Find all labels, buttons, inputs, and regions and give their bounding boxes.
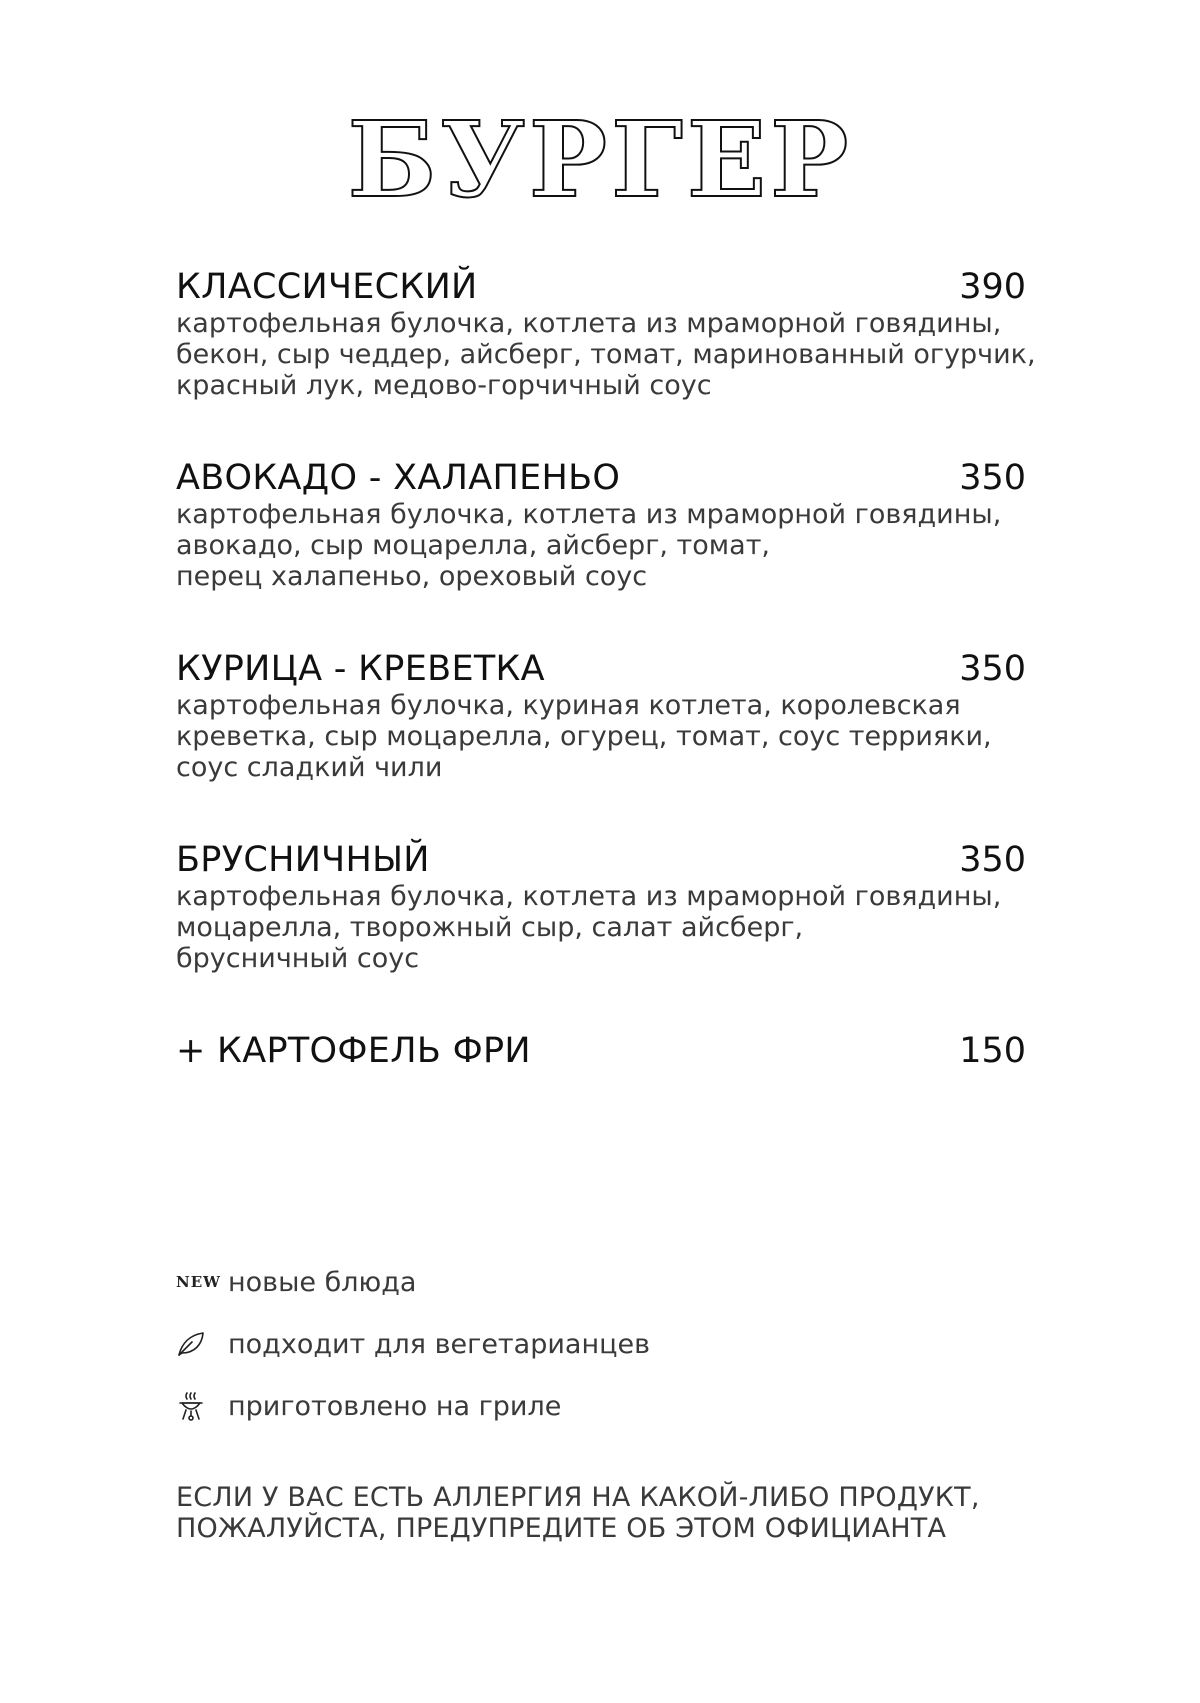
menu-item (176, 457, 1026, 592)
addon-item (176, 1030, 1026, 1072)
item-description (176, 690, 996, 783)
allergy-notice-line: ЕСЛИ У ВАС ЕСТЬ АЛЛЕРГИЯ НА КАКОЙ-ЛИБО ПРОДУКТ, (176, 1482, 980, 1513)
item-description-line: красный лук, медово-горчичный соус (176, 370, 712, 401)
item-description-line: брусничный соус (176, 943, 420, 974)
menu-list (176, 266, 1036, 1128)
item-description-line: картофельная булочка, котлета из мраморной говядины, (176, 308, 1002, 339)
allergy-notice (176, 1482, 1026, 1544)
addon-item-header (176, 1030, 1026, 1072)
item-name: АВОКАДО - ХАЛАПЕНЬО (176, 458, 621, 498)
item-name: КУРИЦА - КРЕВЕТКА (176, 649, 545, 689)
menu-item-header (176, 266, 1026, 308)
item-description-line: картофельная булочка, котлета из мраморной говядины, (176, 499, 1002, 530)
item-description (176, 308, 1036, 401)
addon-price: 150 (959, 1031, 1026, 1071)
legend (176, 1262, 876, 1448)
item-price: 350 (959, 649, 1026, 689)
legend-row-veg (176, 1324, 876, 1364)
page-title: БУРГЕР (347, 98, 853, 221)
item-price: 350 (959, 458, 1026, 498)
menu-item (176, 266, 1036, 401)
menu-item-header (176, 457, 1026, 499)
item-price: 350 (959, 840, 1026, 880)
menu-item-header (176, 648, 1026, 690)
legend-row-grill (176, 1386, 876, 1426)
menu-item (176, 648, 1026, 783)
item-description-line: креветка, сыр моцарелла, огурец, томат, соус террияки, (176, 721, 992, 752)
grill-icon (176, 1386, 226, 1426)
item-description (176, 499, 1002, 592)
legend-new-text: новые блюда (228, 1266, 417, 1298)
menu-item (176, 839, 1026, 974)
item-description-line: моцарелла, творожный сыр, салат айсберг, (176, 912, 804, 943)
menu-item-header (176, 839, 1026, 881)
new-badge-icon (176, 1262, 226, 1302)
allergy-notice-line: ПОЖАЛУЙСТА, ПРЕДУПРЕДИТЕ ОБ ЭТОМ ОФИЦИАНТА (176, 1513, 947, 1544)
new-badge: NEW (176, 1273, 221, 1291)
item-description-line: картофельная булочка, куриная котлета, королевская (176, 690, 961, 721)
item-price: 390 (959, 267, 1026, 307)
item-description-line: авокадо, сыр моцарелла, айсберг, томат, (176, 530, 771, 561)
item-description (176, 881, 1002, 974)
item-description-line: картофельная булочка, котлета из мраморной говядины, (176, 881, 1002, 912)
addon-name: + КАРТОФЕЛЬ ФРИ (176, 1031, 531, 1071)
item-name: КЛАССИЧЕСКИЙ (176, 267, 478, 307)
item-description-line: соус сладкий чили (176, 752, 443, 783)
item-description-line: перец халапеньо, ореховый соус (176, 561, 648, 592)
legend-veg-text: подходит для вегетарианцев (228, 1328, 650, 1360)
legend-grill-text: приготовлено на гриле (228, 1390, 562, 1422)
legend-row-new (176, 1262, 876, 1302)
item-name: БРУСНИЧНЫЙ (176, 840, 430, 880)
leaf-icon (176, 1324, 226, 1364)
item-description-line: бекон, сыр чеддер, айсберг, томат, маринованный огурчик, (176, 339, 1036, 370)
